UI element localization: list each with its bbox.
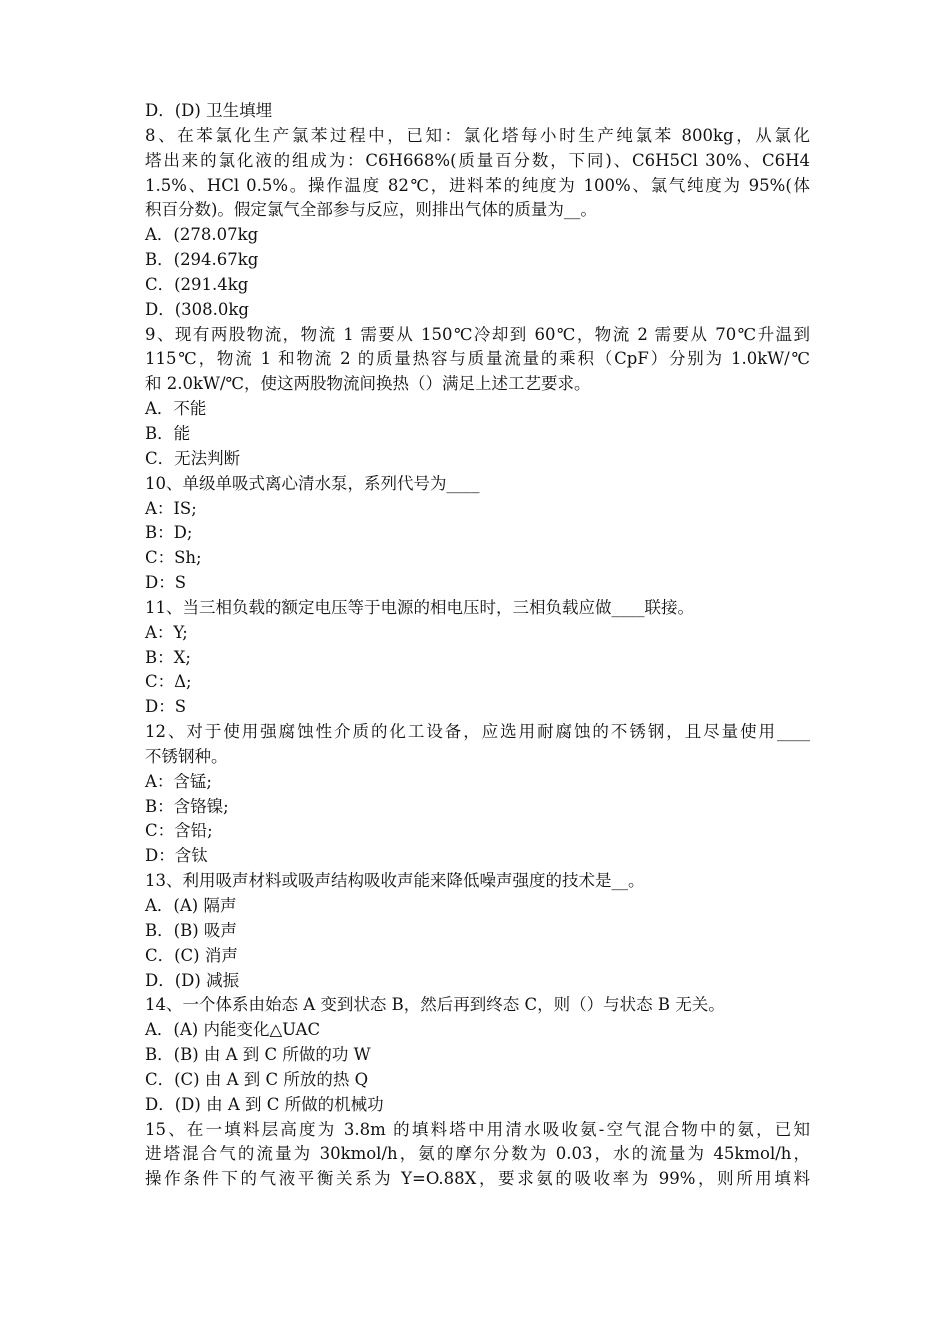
- text-line: 积百分数)。假定氯气全部参与反应，则排出气体的质量为__。: [145, 200, 597, 220]
- text-line: D．(308.0kg: [145, 299, 249, 319]
- text-line: C．无法判断: [145, 448, 241, 468]
- text-line: 塔出来的氯化液的组成为：C6H668%(质量百分数，下同)、C6H5Cl 30%、C6H4: [145, 150, 810, 170]
- text-line: D．(D) 减振: [145, 970, 240, 990]
- text-line: 10、单级单吸式离心清水泵，系列代号为____: [145, 473, 480, 493]
- text-line: B．(B) 由 A 到 C 所做的功 W: [145, 1045, 371, 1065]
- text-line: D：含钛: [145, 846, 208, 866]
- text-line: C：Sh;: [145, 548, 202, 568]
- text-line: A．(A) 隔声: [145, 896, 237, 915]
- text-line: 和 2.0kW/℃，使这两股物流间换热（）满足上述工艺要求。: [145, 374, 591, 394]
- text-line: B．(B) 吸声: [145, 920, 237, 940]
- text-line: 115℃，物流 1 和物流 2 的质量热容与质量流量的乘积（CpF）分别为 1.0kW/℃: [145, 349, 810, 369]
- text-line: 9、现有两股物流，物流 1 需要从 150℃冷却到 60℃，物流 2 需要从 70℃升温到: [145, 324, 810, 344]
- text-line: C．(291.4kg: [145, 274, 249, 294]
- document-page: [145, 99, 810, 1192]
- text-line: 11、当三相负载的额定电压等于电源的相电压时，三相负载应做____联接。: [145, 597, 694, 617]
- text-line: B．(294.67kg: [145, 250, 259, 270]
- text-line: B：X;: [145, 647, 191, 667]
- text-line: D．(D) 由 A 到 C 所做的机械功: [145, 1094, 384, 1114]
- text-line: 1.5%、HCl 0.5%。操作温度 82℃，进料苯的纯度为 100%、氯气纯度为 95%(体: [145, 175, 810, 195]
- text-line: B．能: [145, 423, 191, 443]
- text-line: A：Y;: [145, 622, 188, 642]
- text-line: 操作条件下的气液平衡关系为 Y=O.88X，要求氨的吸收率为 99%，则所用填料: [145, 1169, 810, 1189]
- text-line: 15、在一填料层高度为 3.8m 的填料塔中用清水吸收氨-空气混合物中的氨，已知: [145, 1119, 810, 1139]
- text-line: A：含锰;: [145, 771, 212, 791]
- text-line: 14、一个体系由始态 A 变到状态 B，然后再到终态 C，则（）与状态 B 无关。: [145, 995, 725, 1015]
- text-line: C．(C) 由 A 到 C 所放的热 Q: [145, 1069, 369, 1089]
- text-line: A：IS;: [145, 498, 197, 518]
- text-line: D：S: [145, 573, 187, 593]
- text-line: D．(D) 卫生填埋: [145, 101, 273, 120]
- text-line: 13、利用吸声材料或吸声结构吸收声能来降低噪声强度的技术是__。: [145, 871, 645, 891]
- text-line: 不锈钢种。: [145, 746, 228, 766]
- text-line: C．(C) 消声: [145, 945, 238, 965]
- text-line: A．(278.07kg: [145, 225, 259, 245]
- text-line: A．(A) 内能变化△UAC: [145, 1020, 321, 1040]
- text-line: 12、对于使用强腐蚀性介质的化工设备，应选用耐腐蚀的不锈钢，且尽量使用____: [145, 722, 810, 742]
- text-line: C：含铅;: [145, 821, 213, 841]
- text-line: A．不能: [145, 399, 207, 419]
- text-line: 进塔混合气的流量为 30kmol/h，氨的摩尔分数为 0.03，水的流量为 45kmol/h，: [145, 1144, 810, 1164]
- text-line: C：Δ;: [145, 672, 192, 692]
- text-line: B：D;: [145, 523, 193, 543]
- text-line: B：含铬镍;: [145, 796, 229, 816]
- text-line: D：S: [145, 697, 187, 717]
- text-line: 8、在苯氯化生产氯苯过程中，已知：氯化塔每小时生产纯氯苯 800kg，从氯化: [145, 125, 810, 145]
